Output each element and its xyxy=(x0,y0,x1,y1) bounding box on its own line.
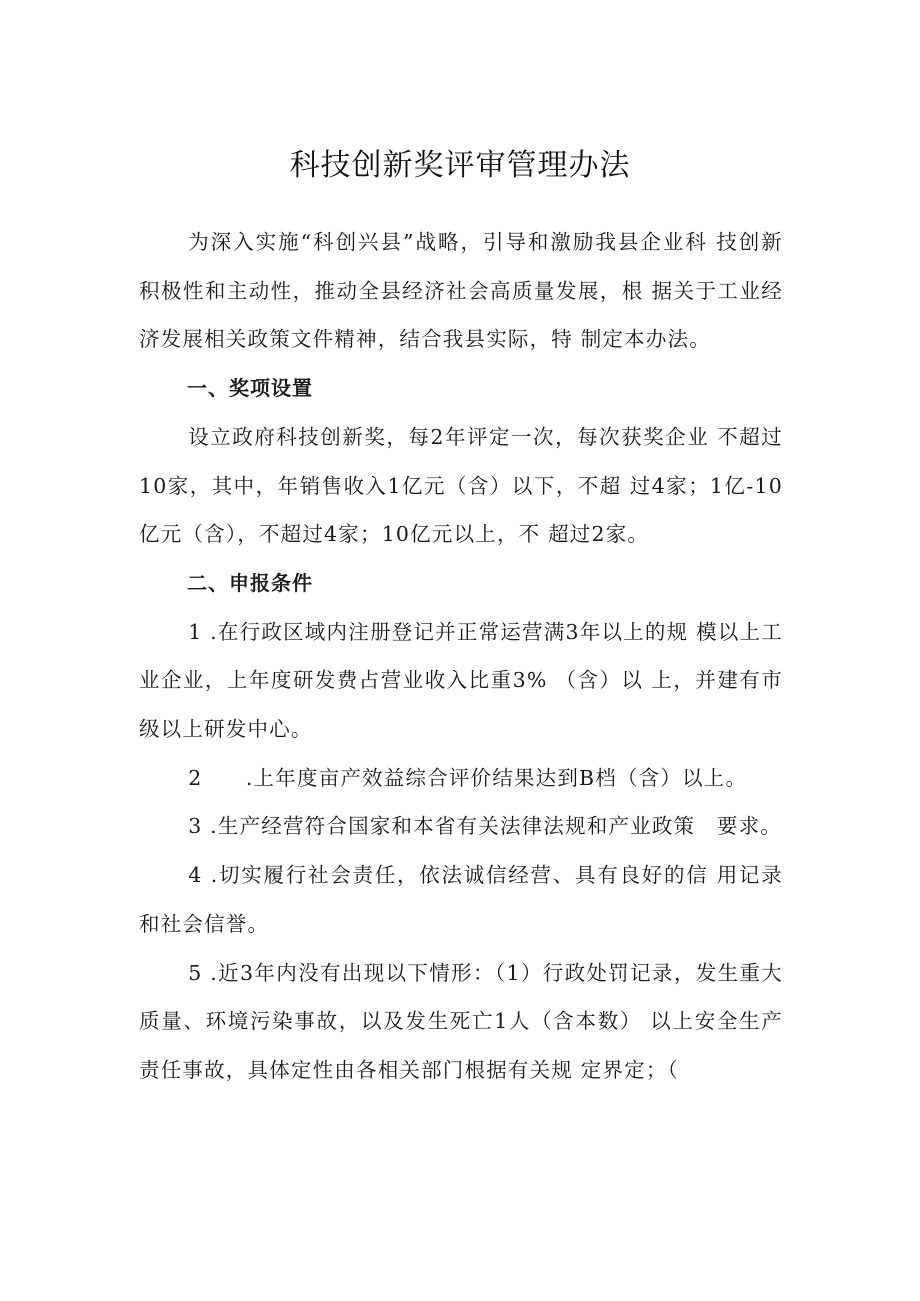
condition-item-4: 4 .切实履行社会责任，依法诚信经营、具有良好的信 用记录和社会信誉。 xyxy=(139,863,783,936)
condition-item-1: 1 .在行政区域内注册登记并正常运营满3年以上的规 模以上工业企业，上年度研发费占营业收入比重3% （含）以 上，并建有市级以上研发中心。 xyxy=(139,619,783,742)
condition-item-3: 3 .生产经营符合国家和本省有关法律法规和产业政策 要求。 xyxy=(188,814,783,839)
award-setup-paragraph: 设立政府科技创新奖，每2年评定一次，每次获奖企业 不超过10家，其中，年销售收入1亿元（含）以下，不超 过4家；1亿-10亿元（含），不超过4家；10亿元以上，不 超过2家。 xyxy=(139,424,783,547)
document-title: 科技创新奖评审管理办法 xyxy=(289,148,631,183)
condition-item-2: 2 .上年度亩产效益综合评价结果达到B档（含）以上。 xyxy=(188,765,748,790)
document-body xyxy=(139,218,783,1095)
intro-paragraph: 为深入实施“科创兴县”战略，引导和激励我县企业科 技创新积极性和主动性，推动全县经济社会高质量发展，根 据关于工业经济发展相关政策文件精神，结合我县实际，特 制定本办法。 xyxy=(139,230,783,352)
section-heading-award-setup: 一、奖项设置 xyxy=(187,376,313,401)
section-heading-application-conditions: 二、申报条件 xyxy=(187,570,313,595)
condition-item-5: 5 .近3年内没有出现以下情形：（1）行政处罚记录，发生重大质量、环境污染事故，以及发生死亡1人（含本数） 以上安全生产责任事故，具体定性由各相关部门根据有关规 定界定；（ xyxy=(139,960,783,1082)
